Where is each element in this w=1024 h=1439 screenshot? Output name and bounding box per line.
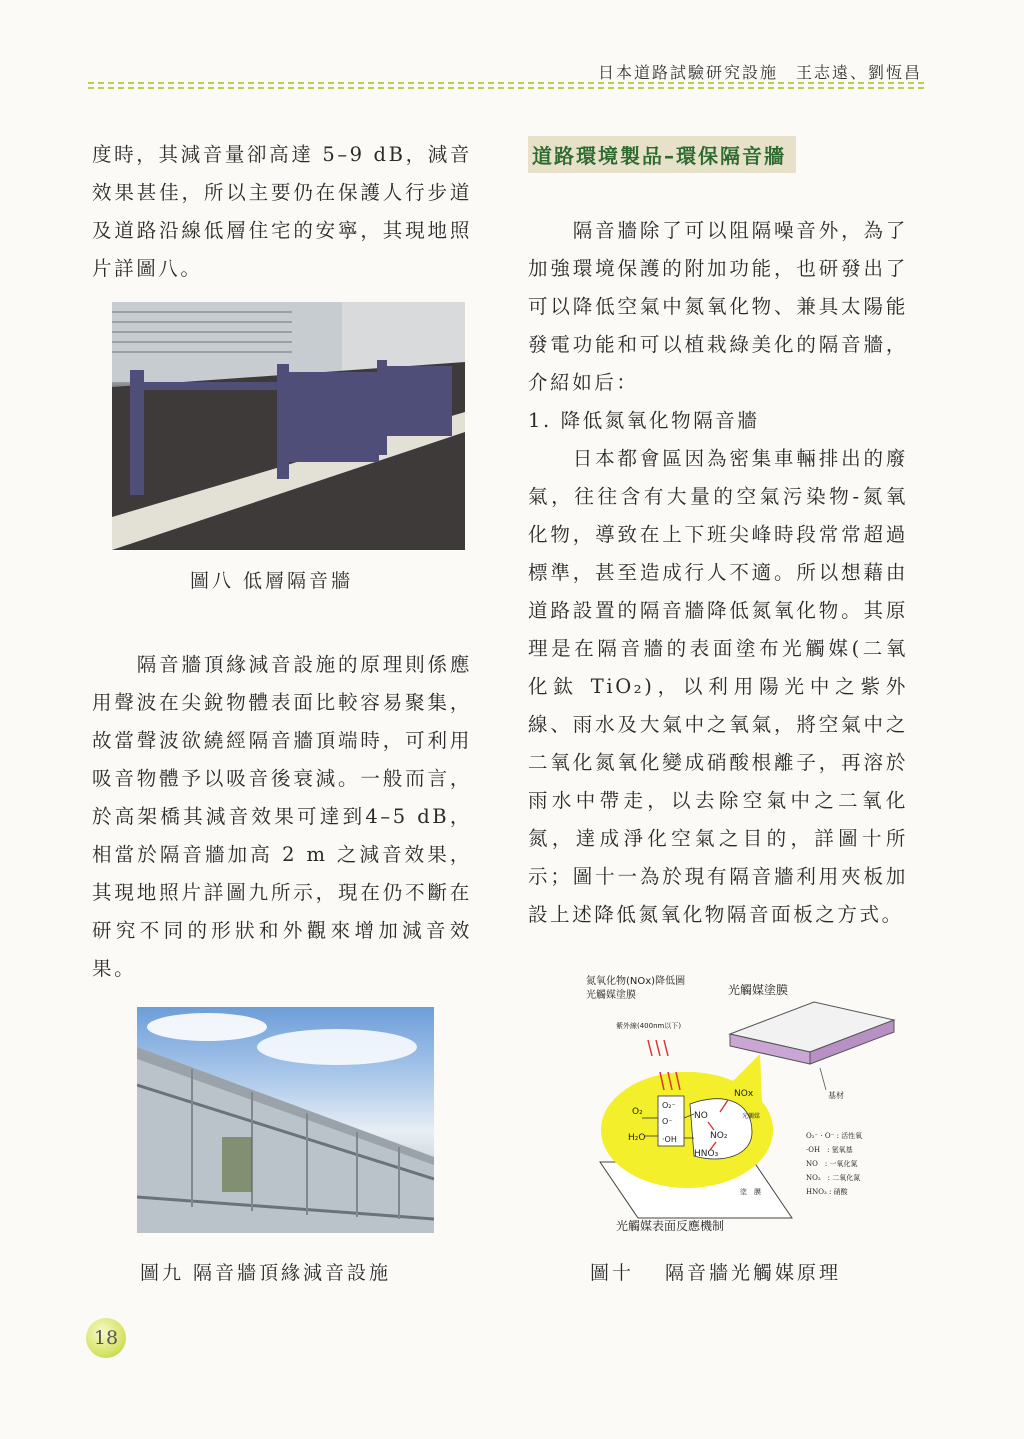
legend-item: O₂⁻ · O⁻ : 活性氧 xyxy=(806,1132,863,1140)
substrate-label: 基材 xyxy=(828,1091,844,1100)
reaction-mechanism-label: 光觸媒表面反應機制 xyxy=(616,1219,725,1233)
right-paragraph-1: 隔音牆除了可以阻隔噪音外，為了加強環境保護的附加功能，也研發出了可以降低空氣中氮氧化物、兼具太陽能發電功能和可以植栽綠美化的隔音牆，介紹如后： xyxy=(528,219,908,394)
label-o2-minus: O₂⁻ xyxy=(662,1101,676,1110)
left-column xyxy=(92,136,472,288)
numbered-item-1: 1. 降低氮氧化物隔音牆 xyxy=(528,409,760,432)
right-paragraph-2: 日本都會區因為密集車輛排出的廢氣，往往含有大量的空氣污染物-氮氧化物，導致在上下班尖峰時段常常超過標準，甚至造成行人不適。所以想藉由道路設置的隔音牆降低氮氧化物。其原理是在隔音牆的表面塗布光觸媒(二氧化鈦 TiO₂)，以利用陽光中之紫外線、雨水及大氣中之氧氣，將空氣中之二氧化氮氧化變成硝酸根離子，再溶於雨水中帶走，以去除空氣中之二氧化氮，達成淨化空氣之目的，詳圖十所示；圖十一為於現有隔音牆利用夾板加設上述降低氮氧化物隔音面板之方式。 xyxy=(528,447,908,926)
legend-item: HNO₃ : 硝酸 xyxy=(806,1188,848,1196)
catalyst-label: 光觸媒 xyxy=(742,1113,761,1120)
label-oh: ·OH xyxy=(662,1135,677,1144)
diagram-title-2: 光觸媒塗膜 xyxy=(586,990,636,1001)
legend-item: ·OH : 氫氧基 xyxy=(806,1146,853,1154)
coating-label: 光觸媒塗膜 xyxy=(728,983,789,997)
figure-8-caption: 圖八 低層隔音牆 xyxy=(190,570,354,592)
label-no: NO xyxy=(694,1111,708,1121)
label-o2: O₂ xyxy=(632,1107,643,1117)
label-o-minus: O⁻ xyxy=(662,1117,673,1126)
label-no2: NO₂ xyxy=(710,1131,728,1141)
label-h2o: H₂O xyxy=(628,1133,646,1143)
film-label: 塗 膜 xyxy=(740,1188,761,1196)
label-hno3: HNO₃ xyxy=(694,1149,719,1159)
figure-9-photo xyxy=(137,1007,434,1233)
running-header: 日本道路試驗研究設施 王志遠、劉恆昌 xyxy=(597,63,922,82)
left-paragraph-1: 度時，其減音量卻高達 5–9 dB，減音效果甚佳，所以主要仍在保護人行步道及道路沿線低層住宅的安寧，其現地照片詳圖八。 xyxy=(92,143,472,280)
right-column xyxy=(528,136,908,173)
uv-label: 紫外線(400nm以下) xyxy=(616,1022,682,1030)
figure-10-diagram xyxy=(582,972,902,1234)
right-column-body xyxy=(528,212,908,934)
page-number: 18 xyxy=(86,1318,126,1358)
legend-item: NO : 一氧化氮 xyxy=(806,1160,858,1168)
label-nox: NOx xyxy=(734,1089,754,1099)
figure-10-caption: 圖十 隔音牆光觸媒原理 xyxy=(590,1262,842,1284)
figure-9-caption: 圖九 隔音牆頂緣減音設施 xyxy=(140,1262,392,1284)
header-divider xyxy=(88,82,924,90)
diagram-title-1: 氮氧化物(NOx)降低圖 xyxy=(586,976,686,987)
section-heading: 道路環境製品–環保隔音牆 xyxy=(528,136,796,173)
left-paragraph-2: 隔音牆頂緣減音設施的原理則係應用聲波在尖銳物體表面比較容易聚集，故當聲波欲繞經隔音牆頂端時，可利用吸音物體予以吸音後衰減。一般而言，於高架橋其減音效果可達到4–5 dB，相當於隔音牆加高 2 m 之減音效果，其現地照片詳圖九所示，現在仍不斷在研究不同的形狀和外觀來增加減音效果。 xyxy=(92,653,472,980)
legend-item: NO₂ : 二氧化氮 xyxy=(806,1174,861,1182)
figure-8-photo xyxy=(112,302,465,550)
left-column-lower xyxy=(92,646,472,988)
